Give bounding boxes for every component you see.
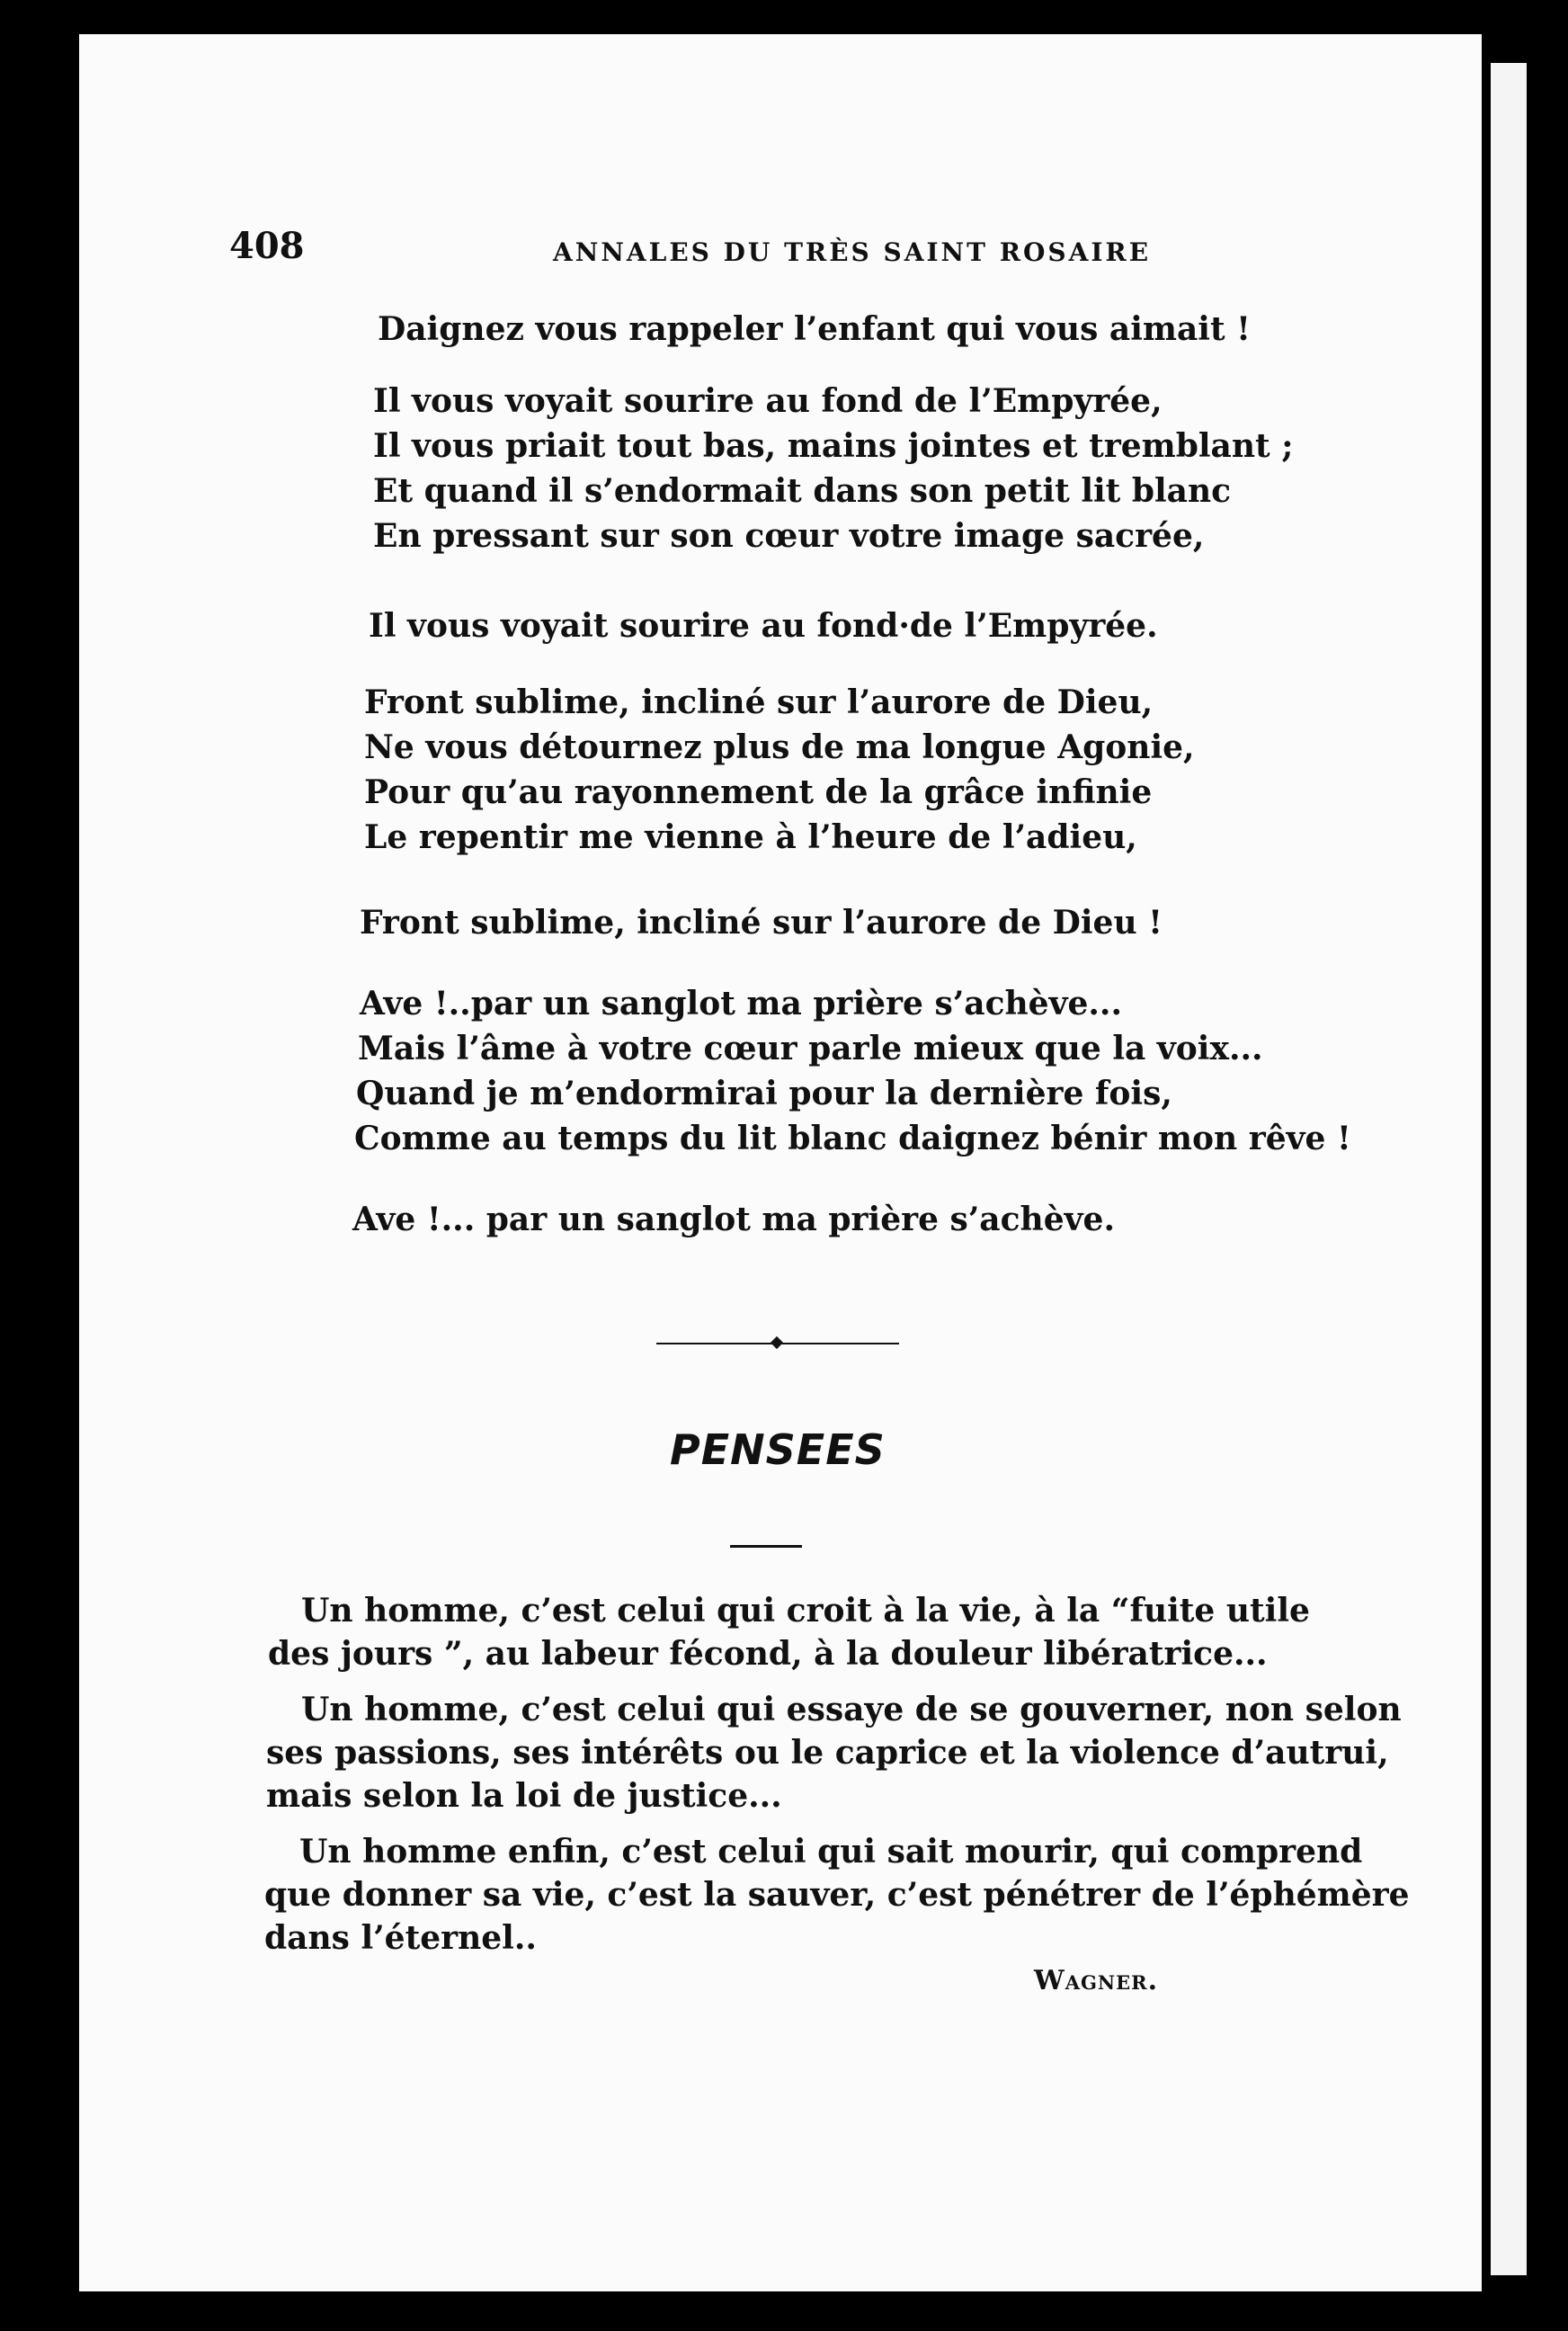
verse-line: Front sublime, incliné sur l’aurore de Dieu,	[364, 683, 1154, 721]
adjacent-page-edge	[1491, 63, 1527, 2275]
verse-line: Pour qu’au rayonnement de la grâce infinie	[364, 773, 1153, 811]
verse-line: Daignez vous rappeler l’enfant qui vous aimait !	[378, 310, 1251, 348]
page-header	[229, 225, 1152, 279]
prose-line: dans l’éternel..	[264, 1919, 537, 1957]
prose-line: Un homme enfin, c’est celui qui sait mourir, qui comprend	[299, 1833, 1363, 1871]
prose-line: que donner sa vie, c’est la sauver, c’est pénétrer de l’éphémère	[264, 1876, 1410, 1914]
verse-line: Il vous voyait sourire au fond·de l’Empyrée.	[369, 607, 1158, 645]
page-number: 408	[229, 225, 305, 267]
verse-line: Mais l’âme à votre cœur parle mieux que la voix...	[358, 1030, 1263, 1067]
verse-line: Ave !... par un sanglot ma prière s’achève.	[352, 1201, 1115, 1238]
verse-line: Quand je m’endormirai pour la dernière fois,	[356, 1075, 1172, 1112]
verse-line: Le repentir me vienne à l’heure de l’adieu,	[364, 818, 1137, 856]
verse-line: Ne vous détournez plus de ma longue Agonie,	[364, 728, 1195, 766]
prose-line: mais selon la loi de justice...	[266, 1777, 782, 1815]
prose-line: ses passions, ses intérêts ou le caprice et la violence d’autrui,	[266, 1734, 1389, 1772]
running-title: ANNALES DU TRÈS SAINT ROSAIRE	[553, 237, 1152, 267]
verse-line: Il vous voyait sourire au fond de l’Empyrée,	[373, 382, 1163, 420]
verse-line: Il vous priait tout bas, mains jointes et tremblant ;	[373, 427, 1294, 465]
verse-line: Front sublime, incliné sur l’aurore de Dieu !	[360, 904, 1163, 942]
verse-line: Et quand il s’endormait dans son petit lit blanc	[373, 472, 1232, 510]
prose-line: Un homme, c’est celui qui essaye de se gouverner, non selon	[301, 1691, 1402, 1728]
title-underline	[730, 1545, 802, 1548]
section-title: PENSEES	[670, 1425, 886, 1474]
verse-line: Comme au temps du lit blanc daignez bénir mon rêve !	[354, 1120, 1351, 1157]
author-signature: Wagner.	[1034, 1965, 1159, 1996]
prose-line: des jours ”, au labeur fécond, à la douleur libératrice...	[268, 1635, 1268, 1673]
verse-line: Ave !..par un sanglot ma prière s’achève...	[360, 985, 1122, 1023]
prose-line: Un homme, c’est celui qui croit à la vie, à la “fuite utile	[301, 1592, 1310, 1630]
verse-line: En pressant sur son cœur votre image sacrée,	[373, 517, 1205, 555]
